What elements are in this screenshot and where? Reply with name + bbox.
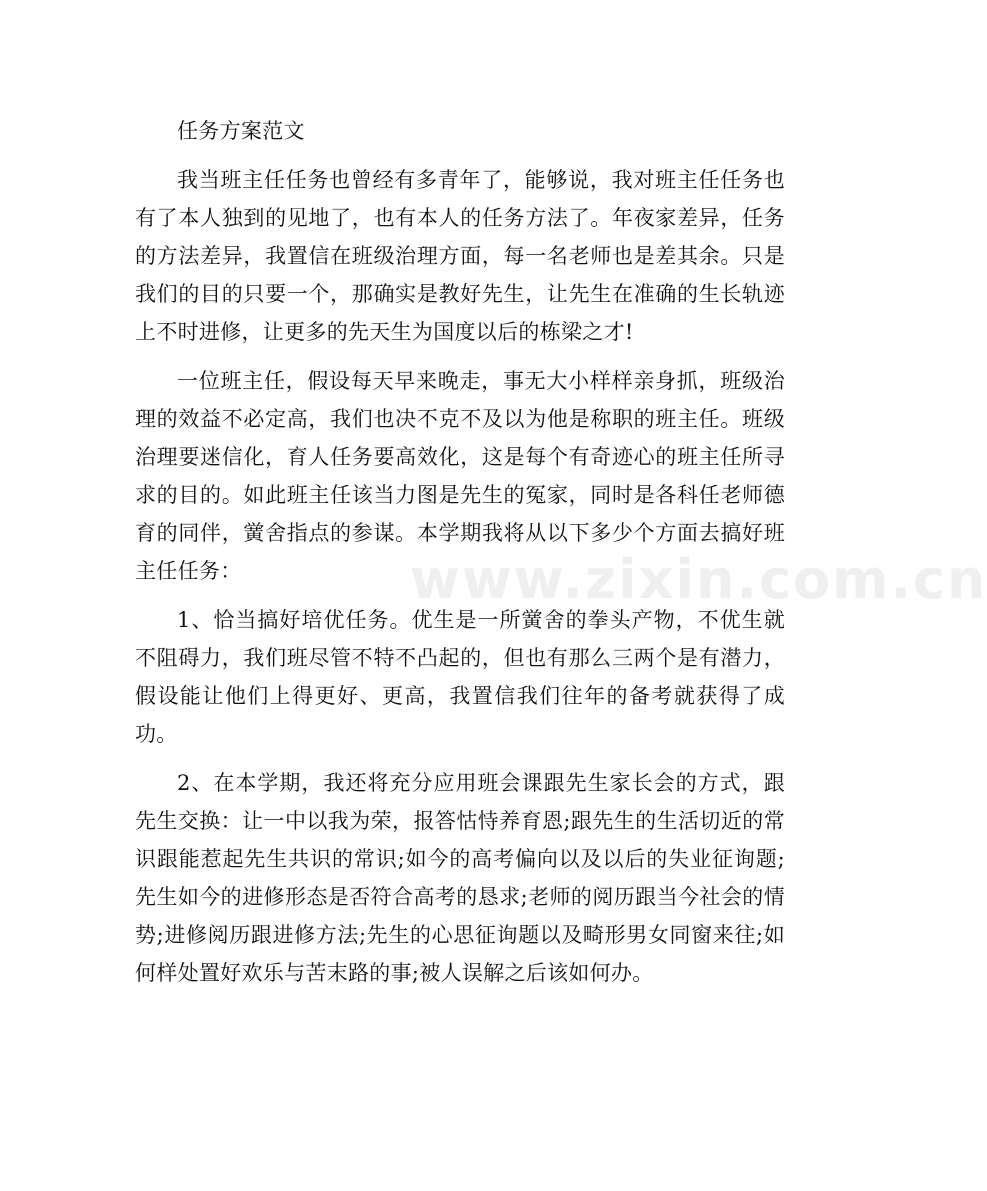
document-body [135, 112, 785, 1003]
document-title: 任务方案范文 [177, 119, 305, 143]
watermark-text: www.zixin.com.cn [410, 548, 987, 611]
paragraph-item-2: 2、在本学期，我还将充分应用班会课跟先生家长会的方式，跟先生交换：让一中以我为荣，报答怙恃养育恩;跟先生的生活切近的常识跟能惹起先生共识的常识;如今的高考偏向以及以后的失业征询题;先生如今的进修形态是否符合高考的恳求;老师的阅历跟当今社会的情势;进修阅历跟进修方法;先生的心思征询题以及畸形男女同窗来往;如何样处置好欢乐与苦末路的事;被人误解之后该如何办。 [135, 771, 785, 985]
paragraph-intro: 我当班主任任务也曾经有多青年了，能够说，我对班主任任务也有了本人独到的见地了，也有本人的任务方法了。年夜家差异，任务的方法差异，我置信在班级治理方面，每一名老师也是差其余。只是我们的目的只要一个，那确实是教好先生，让先生在准确的生长轨迹上不时进修，让更多的先天生为国度以后的栋梁之才! [135, 168, 785, 344]
paragraph-class-management: 一位班主任，假设每天早来晚走，事无大小样样亲身抓，班级治理的效益不必定高，我们也决不克不及以为他是称职的班主任。班级治理要迷信化，育人任务要高效化，这是每个有奇迹心的班主任所寻求的目的。如此班主任该当力图是先生的冤家，同时是各科任老师德育的同伴，黉舍指点的参谋。本学期我将从以下多少个方面去搞好班主任任务： [135, 369, 785, 583]
paragraph-item-1: 1、恰当搞好培优任务。优生是一所黉舍的拳头产物，不优生就不阻碍力，我们班尽管不特不凸起的，但也有那么三两个是有潜力，假设能让他们上得更好、更高，我置信我们往年的备考就获得了成功。 [135, 608, 785, 746]
